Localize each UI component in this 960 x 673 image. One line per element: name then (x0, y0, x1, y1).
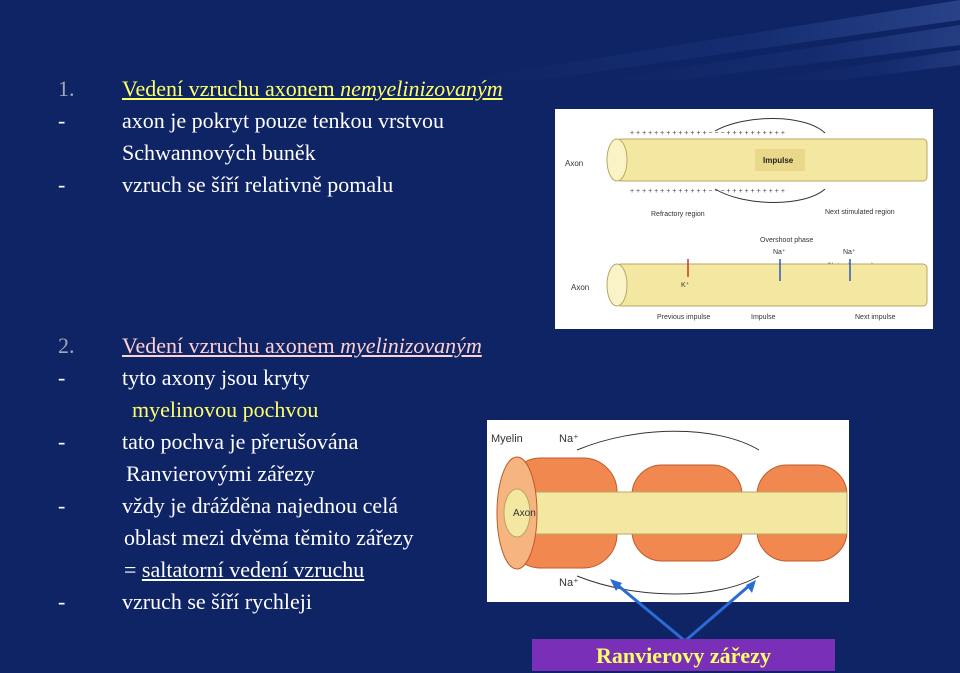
na-label-top: Na⁺ (559, 433, 579, 445)
callout-arrows (560, 575, 820, 645)
myelin-label: Myelin (491, 433, 523, 445)
next-impulse-label: Next impulse (855, 314, 896, 321)
axon-label-top: Axon (565, 159, 584, 168)
header-decoration (0, 0, 960, 80)
impulse-label: Impulse (763, 156, 794, 165)
unmyelinated-axon-diagram (555, 109, 933, 329)
section-1-heading-text: Vedení vzruchu axonem nemyelinizovaným (122, 76, 503, 101)
arrow-left (615, 583, 685, 641)
previous-impulse-label: Previous impulse (657, 314, 711, 321)
saltatory-arc-top (577, 431, 759, 450)
section-2-heading-text: Vedení vzruchu axonem myelinizovaným (122, 333, 482, 358)
k-label: K⁺ (681, 282, 690, 289)
myelinated-axon-core (507, 492, 847, 534)
axon-label-myelinated: Axon (513, 508, 536, 519)
arrow-right (685, 585, 750, 641)
svg-text:+ + + + + + + + + + + + + − −: + + + + + + + + + + + + + − − − + + + + + + + + + + (630, 188, 785, 195)
section-1-number: 1. (58, 76, 75, 101)
axon-tube-bottom (617, 264, 927, 306)
refractory-label: Refractory region (651, 211, 705, 218)
axon-end-top (607, 139, 627, 181)
axon-label-bottom: Axon (571, 283, 590, 292)
svg-text:+ + + + + + + + + + + + + − −: + + + + + + + + + + + + + − − − + + + + + + + + + + (630, 130, 785, 137)
axon-end-bottom (607, 264, 627, 306)
na-label-1: Na⁺ (773, 249, 786, 256)
unmyelinated-axon-figure (555, 109, 933, 329)
next-stimulated-label: Next stimulated region (825, 209, 895, 216)
na-label-bottom: Na⁺ (559, 577, 579, 589)
overshoot-label: Overshoot phase (760, 237, 814, 244)
section-2-number: 2. (58, 333, 75, 358)
na-label-2: Na⁺ (843, 249, 856, 256)
impulse-label-bottom: Impulse (751, 314, 776, 321)
ranvier-nodes-label: Ranvierovy zářezy (532, 639, 835, 671)
